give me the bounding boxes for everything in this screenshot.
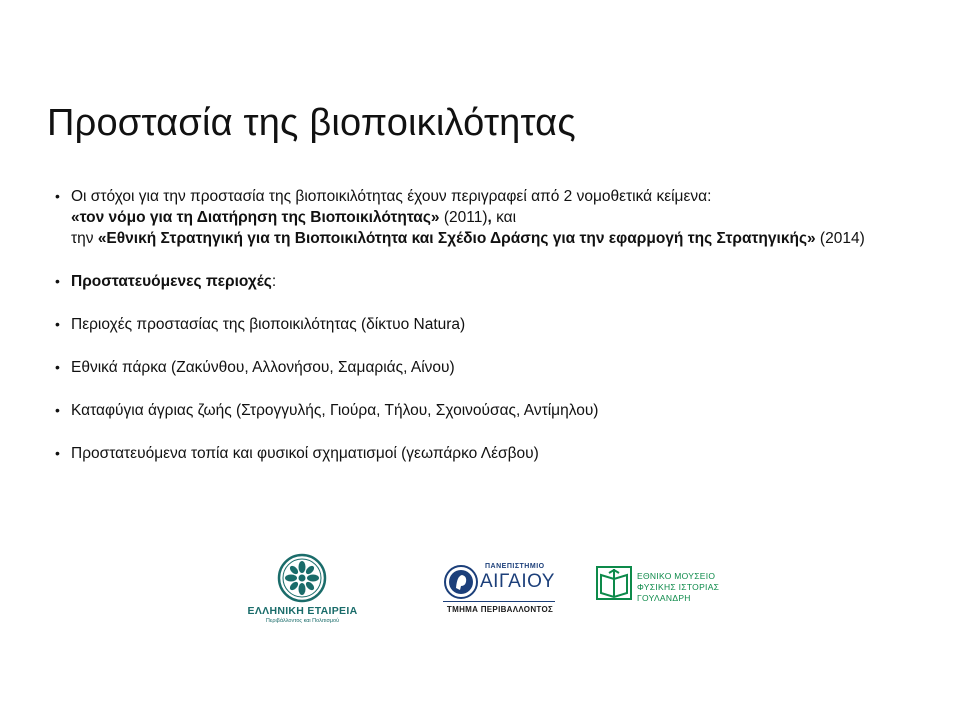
society-emblem-icon <box>240 553 365 605</box>
law-title: «τον νόμο για τη Διατήρηση της Βιοποικιλότητας» <box>71 209 440 226</box>
museum-line2: ΦΥΣΙΚΗΣ ΙΣΤΟΡΙΑΣ <box>637 582 720 592</box>
bullet-protected-areas <box>55 271 935 292</box>
bullet-text: Περιοχές προστασίας της βιοποικιλότητας (δίκτυο Natura) <box>71 316 466 333</box>
bullet-line: • Οι στόχοι για την προστασία της βιοποικιλότητας έχουν περιγραφεί από 2 νομοθετικά κείμενα: <box>71 188 712 205</box>
bullet-text: Εθνικά πάρκα (Ζακύνθου, Αλλονήσου, Σαμαριάς, Αίνου) <box>71 359 455 376</box>
law-comma: , <box>487 209 492 226</box>
university-divider <box>443 601 555 602</box>
strategy-prefix: την <box>71 230 98 247</box>
bullet-line-strategy <box>71 228 935 249</box>
strategy-title: «Εθνική Στρατηγική για τη Βιοποικιλότητα και Σχέδιο Δράσης για την εφαρμογή της Στρατηγικής» <box>97 230 816 247</box>
bullet-wildlife-refuges <box>55 400 935 421</box>
strategy-year: (2014) <box>815 230 865 247</box>
museum-line3: ΓΟΥΛΑΝΔΡΗ <box>637 593 691 603</box>
society-logo <box>240 553 365 631</box>
university-line2: ΑΙΓΑΙΟΥ <box>480 571 555 592</box>
law-and: και <box>491 209 517 226</box>
protected-areas-heading: Προστατευόμενες περιοχές <box>71 273 272 290</box>
bullet-national-parks <box>55 357 935 378</box>
bullet-line-law <box>71 207 935 228</box>
partner-logos <box>215 545 735 630</box>
society-subtitle: Περιβάλλοντος και Πολιτισμού <box>265 618 340 624</box>
bullet-natura <box>55 314 935 335</box>
bullet-text: Προστατευόμενα τοπία και φυσικοί σχηματισμοί (γεωπάρκο Λέσβου) <box>71 445 539 462</box>
museum-line1: ΕΘΝΙΚΟ ΜΟΥΣΕΙΟ <box>637 571 716 581</box>
society-name: ΕΛΛΗΝΙΚΗ ΕΤΑΙΡΕΙΑ <box>247 605 358 617</box>
university-seal-icon <box>443 564 479 600</box>
law-year: (2011) <box>439 209 488 226</box>
bullet-list <box>55 186 935 464</box>
slide-title: Προστασία της βιοποικιλότητας <box>47 102 576 144</box>
university-line1: ΠΑΝΕΠΙΣΤΗΜΙΟ <box>485 563 545 570</box>
museum-book-tree-icon <box>595 565 633 601</box>
bullet-landscapes <box>55 443 935 464</box>
protected-areas-colon: : <box>271 273 277 290</box>
museum-logo <box>595 563 730 609</box>
bullet-legal-texts <box>55 186 935 249</box>
bullet-text: Καταφύγια άγριας ζωής (Στρογγυλής, Γιούρα, Τήλου, Σχοινούσας, Αντίμηλου) <box>71 402 599 419</box>
university-logo <box>440 563 560 621</box>
university-department: ΤΜΗΜΑ ΠΕΡΙΒΑΛΛΟΝΤΟΣ <box>446 605 554 614</box>
